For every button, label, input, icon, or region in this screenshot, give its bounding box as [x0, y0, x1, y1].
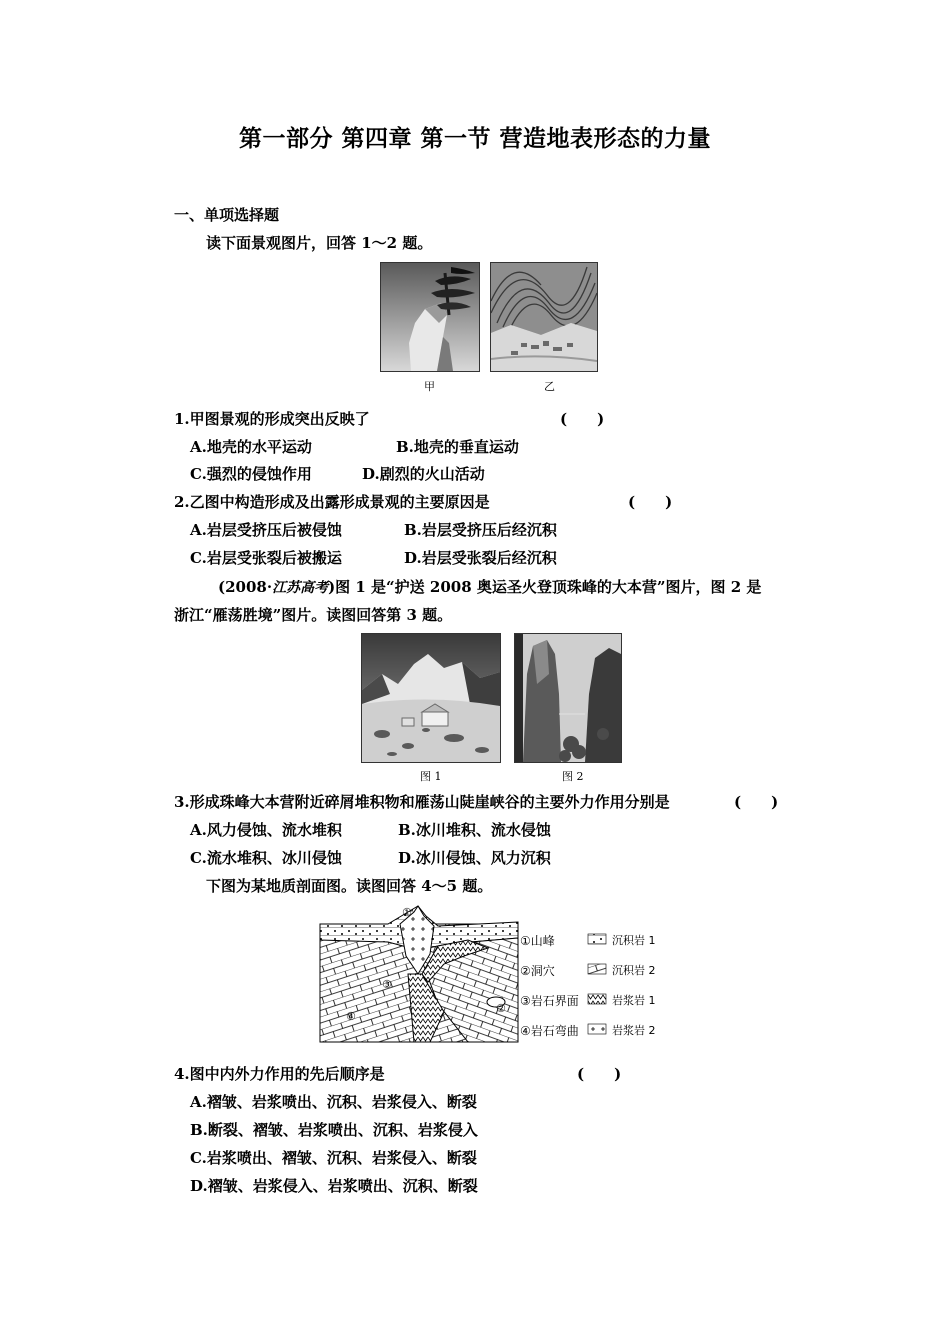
photo-everest-base-camp — [361, 633, 501, 763]
legend-rock-2: 沉积岩 2 — [612, 964, 656, 977]
marker-3: ③ — [382, 978, 392, 991]
q1-answer-blank: ( ) — [560, 410, 605, 428]
section-heading: 一、单项选择题 — [174, 206, 280, 224]
q2-option-d: D.岩层受张裂后经沉积 — [404, 549, 557, 567]
q1-stem: 1.甲图景观的形成突出反映了 — [174, 410, 370, 428]
legend-swatch-igneous-1 — [588, 994, 606, 1004]
q4-option-a: A.褶皱、岩浆喷出、沉积、岩浆侵入、断裂 — [190, 1093, 477, 1111]
intro-2-source: 江苏高考 — [272, 580, 329, 596]
marker-4: ④ — [346, 1010, 356, 1023]
q4-stem: 4.图中内外力作用的先后顺序是 — [174, 1065, 385, 1083]
q2-option-c: C.岩层受张裂后被搬运 — [190, 549, 342, 567]
legend-rock-3: 岩浆岩 1 — [612, 994, 656, 1007]
caption-jia: 甲 — [424, 380, 435, 393]
legend-swatch-igneous-2 — [588, 1024, 606, 1034]
photo-folded-strata — [490, 262, 598, 372]
caption-fig-1: 图 1 — [420, 770, 442, 783]
legend-label-4: ④岩石弯曲 — [520, 1024, 579, 1038]
q4-option-b: B.断裂、褶皱、岩浆喷出、沉积、岩浆侵入 — [190, 1121, 478, 1139]
q4-option-d: D.褶皱、岩浆侵入、岩浆喷出、沉积、断裂 — [190, 1177, 478, 1195]
photo-cliff-pine — [380, 262, 480, 372]
q3-option-a: A.风力侵蚀、流水堆积 — [190, 821, 342, 839]
intro-2-line-1 — [218, 576, 761, 597]
intro-3: 下图为某地质剖面图。读图回答 4～5 题。 — [206, 877, 493, 895]
marker-1: ① — [402, 906, 412, 919]
q2-answer-blank: ( ) — [628, 493, 673, 511]
legend-label-2: ②洞穴 — [520, 964, 555, 978]
intro-2-post: )图 1 是“护送 2008 奥运圣火登顶珠峰的大本营”图片，图 2 是 — [328, 578, 762, 596]
caption-fig-2: 图 2 — [562, 770, 584, 783]
intro-2-line-2: 浙江“雁荡胜境”图片。读图回答第 3 题。 — [174, 606, 453, 624]
q1-option-a: A.地壳的水平运动 — [190, 438, 312, 456]
legend-label-1: ①山峰 — [520, 934, 555, 948]
q3-stem: 3.形成珠峰大本营附近碎屑堆积物和雁荡山陡崖峡谷的主要外力作用分别是 — [174, 793, 670, 811]
q2-option-a: A.岩层受挤压后被侵蚀 — [190, 521, 342, 539]
legend-swatch-sedimentary-2 — [588, 964, 606, 974]
photo-yandang-cliffs — [514, 633, 622, 763]
caption-yi: 乙 — [544, 380, 555, 393]
q2-stem: 2.乙图中构造形成及出露形成景观的主要原因是 — [174, 493, 490, 511]
q3-option-c: C.流水堆积、冰川侵蚀 — [190, 849, 342, 867]
q3-answer-blank: ( ) — [734, 793, 779, 811]
marker-2: ② — [496, 1002, 506, 1015]
q4-answer-blank: ( ) — [577, 1065, 622, 1083]
page-title: 第一部分 第四章 第一节 营造地表形态的力量 — [238, 125, 712, 152]
q1-option-d: D.剧烈的火山活动 — [362, 465, 485, 483]
intro-2-pre: (2008· — [218, 578, 273, 596]
q1-option-b: B.地壳的垂直运动 — [396, 438, 519, 456]
legend-label-3: ③岩石界面 — [520, 994, 579, 1008]
geologic-cross-section — [318, 904, 668, 1044]
q1-option-c: C.强烈的侵蚀作用 — [190, 465, 312, 483]
q3-option-d: D.冰川侵蚀、风力沉积 — [398, 849, 551, 867]
q3-option-b: B.冰川堆积、流水侵蚀 — [398, 821, 551, 839]
legend-rock-4: 岩浆岩 2 — [612, 1024, 656, 1037]
q4-option-c: C.岩浆喷出、褶皱、沉积、岩浆侵入、断裂 — [190, 1149, 477, 1167]
q2-option-b: B.岩层受挤压后经沉积 — [404, 521, 557, 539]
legend-swatch-sedimentary-1 — [588, 934, 606, 944]
intro-1: 读下面景观图片，回答 1～2 题。 — [206, 234, 433, 252]
legend-rock-1: 沉积岩 1 — [612, 934, 656, 947]
